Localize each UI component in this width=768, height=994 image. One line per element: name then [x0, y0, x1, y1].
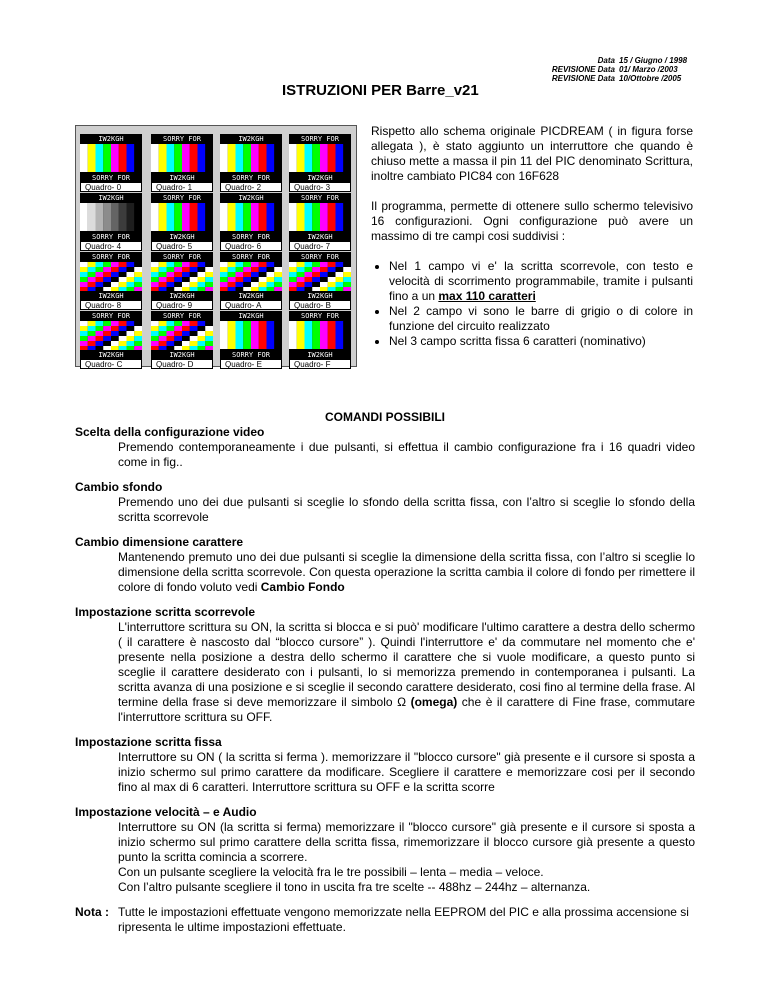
tile-caption: Quadro- B [289, 300, 351, 310]
test-pattern-tile [289, 193, 355, 249]
test-pattern-graphic [151, 311, 213, 359]
command-text-part: L'interruttore scrittura su ON, la scritta si blocca e si può' modificare l'ultimo carattere a destra dello schermo ( il carattere è nascosto dal “blocco cursore” ). Quindi l'interruttore e' da commutare nel momento che e' presente nella posizione a destra dello schermo il carattere che si vuole modificare, a questo punto si sceglie il carattere desiderato con i pulsanti, lo si memorizza premendo in contemporanea i pulsanti. La scritta avanza di una posizione e si sceglie il secondo carattere desiderato, cosi fino al termine della frase. Al termine della frase si deve memorizzare il simbolo Ω [118, 620, 695, 709]
command-text: Premendo uno dei due pulsanti si sceglie lo sfondo della scritta fissa, con l’altro si sceglie lo sfondo della scritta scorrevole [118, 495, 695, 524]
command-title: Impostazione scritta fissa [75, 735, 222, 749]
test-pattern-tile [289, 252, 355, 308]
test-pattern-tile [289, 311, 355, 367]
tile-overlay-text: SORRY FOR [301, 312, 339, 320]
test-pattern-graphic [80, 311, 142, 359]
tile-overlay-text: SORRY FOR [92, 174, 130, 182]
tile-caption: Quadro- 0 [80, 182, 142, 192]
test-pattern-graphic [220, 134, 282, 182]
command-block [75, 480, 695, 525]
list-item-text: Nel 1 campo vi e' la scritta scorrevole, con testo e velocità di scorrimento programmabile, tramite i pulsanti fino a un [389, 259, 693, 303]
page-title: ISTRUZIONI PER Barre_v21 [282, 82, 479, 99]
tile-caption: Quadro- 1 [151, 182, 213, 192]
tile-caption: Quadro- 5 [151, 241, 213, 251]
test-pattern-tile [289, 134, 355, 190]
command-title: Impostazione scritta scorrevole [75, 605, 256, 619]
tile-overlay-text: SORRY FOR [92, 312, 130, 320]
tile-overlay-text: IW2KGH [169, 174, 195, 182]
tile-caption: Quadro- 2 [220, 182, 282, 192]
test-pattern-graphic [220, 193, 282, 241]
command-text-part: Mantenendo premuto uno dei due pulsanti si sceglie la dimensione della scritta fissa, con l’altro si sceglie lo dimensione della scritta scorrevole. Con questa operazione la scritta cambia il colore di fondo per rimettere il colore di fondo voluto vedi [118, 550, 695, 594]
command-text: Premendo contemporaneamente i due pulsanti, si effettua il cambio configurazione fra i 16 quadri video come in fig.. [118, 440, 695, 469]
tile-overlay-text: IW2KGH [98, 135, 124, 143]
tile-overlay-text: IW2KGH [238, 312, 264, 320]
command-block [75, 535, 695, 595]
test-pattern-graphic [289, 134, 351, 182]
revision-label: REVISIONE Data [551, 74, 615, 83]
test-pattern-tile [80, 193, 146, 249]
tile-overlay-text: IW2KGH [98, 194, 124, 202]
tile-caption: Quadro- D [151, 359, 213, 369]
command-block [75, 805, 695, 895]
test-pattern-graphic [151, 193, 213, 241]
command-text: Interruttore su ON (la scritta si ferma) memorizzare il "blocco cursore" già presente e il cursore si sposta a inizio schermo sul primo carattere della scritta fissa, rimemorizzare il blocco cursore già presente a questo punto la scritta comincia a scorrere. [118, 820, 695, 864]
tile-overlay-text: IW2KGH [307, 292, 333, 300]
tile-caption: Quadro- 3 [289, 182, 351, 192]
test-pattern-graphic [151, 134, 213, 182]
test-pattern-tile [151, 252, 217, 308]
note-text: Tutte le impostazioni effettuate vengono memorizzate nella EEPROM del PIC e alla prossima accensione si ripresenta le ultime impostazioni effettuate. [118, 905, 689, 934]
test-pattern-graphic [289, 193, 351, 241]
test-pattern-graphic [289, 252, 351, 300]
test-pattern-graphic [220, 311, 282, 359]
test-pattern-tile [151, 193, 217, 249]
tile-overlay-text: SORRY FOR [232, 253, 270, 261]
revision-date: 01/ Marzo /2003 [619, 65, 678, 74]
command-text: Con l’altro pulsante scegliere il tono in uscita fra tre scelte -- 488hz – 244hz – alternanza. [118, 880, 591, 894]
command-text-part: che è il carattere di Fine frase, commutare l'interruttore scrittura su OFF. [118, 695, 695, 724]
command-title: Cambio dimensione carattere [75, 535, 244, 549]
tile-overlay-text: IW2KGH [238, 292, 264, 300]
max-chars-emphasis: max 110 caratteri [438, 289, 536, 303]
test-pattern-tile [80, 134, 146, 190]
command-block [75, 425, 695, 470]
tile-overlay-text: SORRY FOR [163, 194, 201, 202]
tile-caption: Quadro- 4 [80, 241, 142, 251]
revision-label: Data [597, 56, 615, 65]
test-pattern-graphic [220, 252, 282, 300]
note-label: Nota : [75, 905, 109, 919]
tile-caption: Quadro- 7 [289, 241, 351, 251]
test-pattern-tile [220, 134, 286, 190]
tile-caption: Quadro- A [220, 300, 282, 310]
revision-date: 15 / Giugno / 1998 [619, 56, 688, 65]
test-pattern-graphic [151, 252, 213, 300]
test-pattern-figure [75, 125, 357, 367]
revision-date: 10/Ottobre /2005 [619, 74, 682, 83]
tile-overlay-text: SORRY FOR [163, 312, 201, 320]
revision-row [515, 65, 695, 74]
intro-paragraph-1: Rispetto allo schema originale PICDREAM ( in figura forse allegata ), è stato aggiunto un interruttore che quando è chiuso mette a massa il pin 11 del PIC denominato Scrittura, inoltre cambiato PIC84 con 16F628 [371, 124, 693, 183]
revision-row [515, 56, 695, 65]
command-title: Cambio sfondo [75, 480, 163, 494]
tile-overlay-text: SORRY FOR [232, 174, 270, 182]
command-title: Scelta della configurazione video [75, 425, 265, 439]
test-pattern-graphic [80, 134, 142, 182]
tile-overlay-text: SORRY FOR [301, 194, 339, 202]
tile-overlay-text: IW2KGH [169, 233, 195, 241]
revision-label: REVISIONE Data [551, 65, 615, 74]
revision-block [515, 56, 695, 83]
tile-caption: Quadro- E [220, 359, 282, 369]
test-pattern-tile [220, 193, 286, 249]
tile-caption: Quadro- F [289, 359, 351, 369]
note [75, 905, 695, 935]
tile-overlay-text: SORRY FOR [163, 135, 201, 143]
tile-caption: Quadro- 8 [80, 300, 142, 310]
tile-overlay-text: SORRY FOR [92, 233, 130, 241]
tile-overlay-text: SORRY FOR [92, 253, 130, 261]
tile-overlay-text: IW2KGH [307, 351, 333, 359]
test-pattern-tile [80, 252, 146, 308]
commands-section [75, 410, 695, 935]
test-pattern-tile [220, 252, 286, 308]
command-block [75, 605, 695, 725]
tile-caption: Quadro- 6 [220, 241, 282, 251]
list-item: • Nel 2 campo vi sono le barre di grigio o di colore in funzione del circuito realizzato [389, 304, 693, 334]
tile-overlay-text: SORRY FOR [232, 351, 270, 359]
tile-overlay-text: IW2KGH [98, 351, 124, 359]
test-pattern-tile [220, 311, 286, 367]
command-text [118, 550, 695, 595]
field-list [371, 259, 693, 349]
tile-overlay-text: SORRY FOR [163, 253, 201, 261]
test-pattern-tile [151, 311, 217, 367]
command-title: Impostazione velocità – e Audio [75, 805, 257, 819]
tile-overlay-text: IW2KGH [238, 135, 264, 143]
revision-row [515, 74, 695, 83]
intro-paragraph-2: Il programma, permette di ottenere sullo schermo televisivo 16 configurazioni. Ogni configurazione può avere un massimo di tre campi cosi suddivisi : [371, 199, 693, 243]
tile-overlay-text: IW2KGH [169, 351, 195, 359]
test-pattern-graphic [80, 193, 142, 241]
tile-caption: Quadro- 9 [151, 300, 213, 310]
tile-overlay-text: SORRY FOR [301, 135, 339, 143]
intro-section [371, 124, 693, 349]
command-text: Con un pulsante scegliere la velocità fra le tre possibili – lenta – media – veloce. [118, 865, 544, 879]
section-heading: COMANDI POSSIBILI [324, 410, 445, 424]
tile-overlay-text: SORRY FOR [232, 233, 270, 241]
tile-overlay-text: IW2KGH [169, 292, 195, 300]
cross-reference: Cambio Fondo [260, 580, 345, 594]
tile-overlay-text: IW2KGH [238, 194, 264, 202]
list-item [389, 259, 693, 304]
tile-overlay-text: IW2KGH [307, 174, 333, 182]
tile-overlay-text: IW2KGH [307, 233, 333, 241]
command-text: Interruttore su ON ( la scritta si ferma ). memorizzare il "blocco cursore" già presente e il cursore si sposta a inizio schermo sul primo carattere da modificare. Scegliere il carattere e memorizzare cosi per il secondo fino al max di 6 caratteri. Interruttore scrittura su OFF e la scritta scorre [118, 750, 695, 794]
command-text [118, 620, 695, 725]
test-pattern-tile [151, 134, 217, 190]
list-item: • Nel 3 campo scritta fissa 6 caratteri (nominativo) [389, 334, 693, 349]
omega-emphasis: (omega) [410, 695, 458, 709]
command-block [75, 735, 695, 795]
test-pattern-graphic [289, 311, 351, 359]
tile-caption: Quadro- C [80, 359, 142, 369]
tile-overlay-text: SORRY FOR [301, 253, 339, 261]
test-pattern-tile [80, 311, 146, 367]
tile-overlay-text: IW2KGH [98, 292, 124, 300]
test-pattern-graphic [80, 252, 142, 300]
